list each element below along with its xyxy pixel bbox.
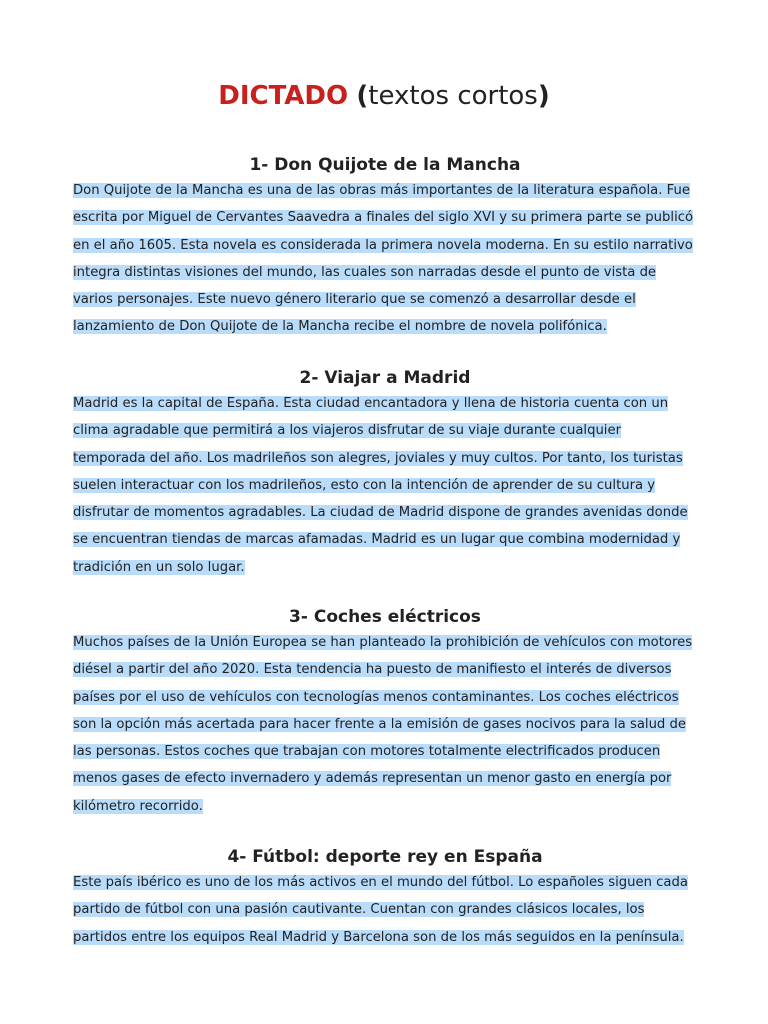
section-heading: 4- Fútbol: deporte rey en España xyxy=(227,847,543,867)
section-coches-electricos xyxy=(73,605,697,820)
selected-text[interactable]: Madrid es la capital de España. Esta ciudad encantadora y llena de historia cuenta con un clima agradable que permitirá a los viajeros disfrutar de su viaje durante cualquier temporada del año. Los madrileños son alegres, joviales y muy cultos. Por tanto, los turistas suelen interactuar con los madrileños, esto con la intención de aprender de su cultura y disfrutar de momentos agradables. La ciudad de Madrid dispone de grandes avenidas donde se encuentran tiendas de marcas afamadas. Madrid es un lugar que combina modernidad y tradición en un solo lugar. xyxy=(73,396,688,575)
section-heading: 3- Coches eléctricos xyxy=(289,607,481,627)
title-open-paren: ( xyxy=(356,81,369,111)
section-heading: 1- Don Quijote de la Mancha xyxy=(249,155,521,175)
page-title xyxy=(0,78,768,114)
title-highlight: DICTADO xyxy=(218,81,349,111)
section-paragraph[interactable] xyxy=(73,177,697,341)
section-futbol xyxy=(73,845,697,951)
section-paragraph[interactable] xyxy=(73,869,697,951)
section-paragraph[interactable] xyxy=(73,390,697,581)
title-subtitle: textos cortos xyxy=(368,81,538,111)
selected-text[interactable]: Muchos países de la Unión Europea se han planteado la prohibición de vehículos con motores diésel a partir del año 2020. Esta tendencia ha puesto de manifiesto el interés de diversos países por el uso de vehículos con tecnologías menos contaminantes. Los coches eléctricos son la opción más acertada para hacer frente a la emisión de gases nocivos para la salud de las personas. Estos coches que trabajan con motores totalmente electrificados producen menos gases de efecto invernadero y además representan un menor gasto en energía por kilómetro recorrido. xyxy=(73,635,693,814)
section-paragraph[interactable] xyxy=(73,629,697,820)
section-viajar-madrid xyxy=(73,366,697,581)
title-close-paren: ) xyxy=(537,81,550,111)
selected-text[interactable]: Este país ibérico es uno de los más activos en el mundo del fútbol. Lo españoles siguen cada partido de fútbol con una pasión cautivante. Cuentan con grandes clásicos locales, los partidos entre los equipos Real Madrid y Barcelona son de los más seguidos en la península. xyxy=(73,875,688,945)
section-don-quijote xyxy=(73,153,697,341)
selected-text[interactable]: Don Quijote de la Mancha es una de las obras más importantes de la literatura española. Fue escrita por Miguel de Cervantes Saavedra a finales del siglo XVI y su primera parte se publicó en el año 1605. Esta novela es considerada la primera novela moderna. En su estilo narrativo integra distintas visiones del mundo, las cuales son narradas desde el punto de vista de varios personajes. Este nuevo género literario que se comenzó a desarrollar desde el lanzamiento de Don Quijote de la Mancha recibe el nombre de novela polifónica. xyxy=(73,183,694,335)
section-heading: 2- Viajar a Madrid xyxy=(299,368,471,388)
